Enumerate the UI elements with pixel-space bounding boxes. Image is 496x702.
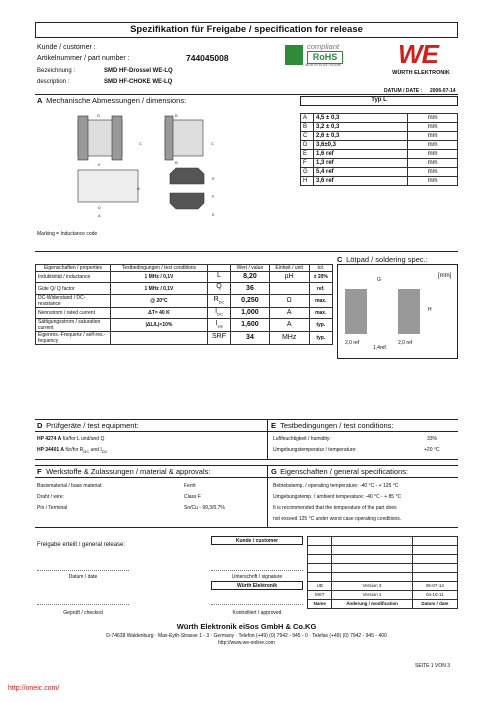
column-header (207, 265, 230, 272)
marking-note: Marking = Inductance code (37, 231, 98, 237)
equipment-2-mid: und I (89, 447, 102, 453)
ambient-temperature: Umgebungstemp. / ambient temperature: -40 °C - + 85 °C (273, 494, 402, 500)
empty-cell (308, 555, 332, 564)
signature-line (211, 604, 303, 605)
empty-cell (308, 546, 332, 555)
wire-value: Class F (184, 494, 201, 500)
dimension-row (301, 114, 458, 123)
divider (35, 465, 458, 466)
rohs-sub: WÜRTH ELEKTRONIK (305, 63, 342, 67)
version-row-blank (308, 546, 458, 555)
symbol (207, 307, 230, 318)
dimension-key: G (301, 168, 314, 177)
dim-label-k: K (98, 162, 101, 167)
typ-header: Typ L (371, 97, 387, 103)
empty-cell (332, 546, 412, 555)
dimension-unit: mm (408, 159, 458, 168)
section-f-heading (37, 467, 210, 476)
version-row-blank (308, 537, 458, 546)
column-divider (267, 465, 268, 528)
symbol-main: R (213, 295, 219, 303)
equipment-1-model: HP 4274 A (37, 436, 62, 442)
dimension-row (301, 141, 458, 150)
source-link[interactable]: http://oneic.com/ (8, 685, 60, 692)
base-material-label: Basismaterial / base material: (37, 483, 103, 489)
version-table (307, 536, 458, 609)
datum-value: 2006-07-14 (430, 88, 456, 94)
column-header: tol. (309, 265, 332, 272)
approved-label: Kontrolliert / approved (232, 610, 282, 616)
symbol-sub: DC (218, 298, 225, 304)
value: 1,600 (231, 319, 270, 332)
empty-cell (412, 564, 457, 573)
section-e-letter: E (271, 421, 277, 430)
value: 0,250 (231, 294, 270, 307)
section-a-letter: A (37, 96, 43, 105)
unit: A (269, 307, 309, 318)
test-condition (111, 332, 208, 345)
version-date: 04-10-11 (412, 591, 457, 600)
section-d-heading (37, 421, 139, 430)
customer-header: Kunde / customer (235, 538, 279, 544)
symbol (207, 332, 230, 345)
page-title: Spezifikation für Freigabe / specification for release (130, 24, 363, 35)
tolerance: max. (309, 294, 332, 307)
symbol-sub: DC (217, 311, 223, 317)
dimension-key: H (301, 177, 314, 186)
rohs-compliant: compliant (307, 42, 340, 51)
dimension-unit: mm (408, 141, 458, 150)
date-label-1: Datum / date (68, 574, 98, 580)
dimension-row (301, 132, 458, 141)
dim-label-f: F (212, 194, 215, 199)
symbol-main: L (217, 272, 221, 279)
dimension-unit: mm (408, 123, 458, 132)
test-condition: @ 20°C (111, 294, 208, 307)
dim-label-b3: B (137, 186, 140, 191)
general-release-label: Freigabe erteilt / general release: (37, 542, 126, 548)
symbol (207, 283, 230, 294)
symbol (207, 272, 230, 283)
terminal-label: Pin / Terminal (37, 505, 68, 511)
version-column-header: Name (308, 600, 332, 609)
symbol-sub: sat (217, 323, 223, 329)
column-header: Einheit / unit (269, 265, 309, 272)
version-row-blank (308, 573, 458, 582)
section-g-title: Eigenschaften / general specifications: (280, 467, 409, 476)
section-d-letter: D (37, 421, 43, 430)
divider (35, 419, 458, 420)
base-material-value: Ferrit (184, 483, 196, 489)
column-header: Testbedingungen / test conditions (111, 265, 208, 272)
column-header: Eigenschaften / properties (36, 265, 111, 272)
tolerance: typ. (309, 319, 332, 332)
bezeichnung-value: SMD HF-Drossel WE-LQ (104, 68, 173, 74)
dimension-row (301, 177, 458, 186)
section-c-letter: C (337, 255, 343, 264)
section-f-letter: F (37, 467, 42, 476)
rohs-check-icon (285, 45, 303, 65)
equipment-2-model: HP 34401 A (37, 447, 64, 453)
value: 8,20 (231, 272, 270, 283)
section-f-title: Werkstoffe & Zulassungen / material & approvals: (46, 467, 211, 476)
temperature-note-1: It is recommended that the temperature of the part does (273, 505, 397, 511)
divider (35, 527, 458, 528)
humidity-label: Luftfeuchtigkeit / humidity: (273, 436, 331, 442)
symbol (207, 319, 230, 332)
dimension-key: B (301, 123, 314, 132)
version-header-row (308, 600, 458, 609)
section-c-title: Lötpad / soldering spec.: (346, 255, 428, 264)
section-e-heading (271, 421, 394, 430)
divider (35, 251, 458, 252)
dimension-value: 3,6 ref (314, 177, 408, 186)
signature-line (37, 570, 129, 571)
section-e-title: Testbedingungen / test conditions: (280, 421, 394, 430)
property-row (36, 283, 333, 294)
company-logo-text: WÜRTH ELEKTRONIK (392, 70, 450, 76)
footer-company: Würth Elektronik eiSos GmbH & Co.KG (176, 622, 317, 631)
terminal-value: Sn/Cu - 99,3/0,7% (184, 505, 225, 511)
symbol-main: SRF (212, 332, 226, 340)
section-d-title: Prüfgeräte / test equipment: (46, 421, 139, 430)
tolerance: typ. (309, 332, 332, 345)
unit: µH (269, 272, 309, 283)
version-date: 06-07-14 (412, 582, 457, 591)
property-row (36, 272, 333, 283)
customer-label: Kunde / customer : (37, 44, 96, 51)
divider (35, 477, 458, 478)
dim-label-c: C (139, 141, 142, 146)
dimension-row (301, 150, 458, 159)
dimension-value: 5,4 ref (314, 168, 408, 177)
unit: A (269, 319, 309, 332)
tolerance: max. (309, 307, 332, 318)
dimension-key: D (301, 141, 314, 150)
pad-right-label: 2,0 ref (398, 340, 413, 346)
dimension-value: 3,2 ± 0,3 (314, 123, 408, 132)
signature-line (211, 570, 303, 571)
pad-left-label: 2,0 ref (345, 340, 360, 346)
version-column-header: Änderung / modification (332, 600, 412, 609)
properties-table (35, 264, 333, 345)
dimension-unit: mm (408, 168, 458, 177)
property-row (36, 307, 333, 318)
dimension-unit: mm (408, 177, 458, 186)
test-condition: ΔT= 40 K (111, 307, 208, 318)
dimension-key: E (301, 150, 314, 159)
pad-gap-label: 1,4ref. (373, 345, 388, 351)
solder-pad-right (398, 289, 420, 334)
rohs-logo (283, 42, 375, 69)
column-divider (267, 419, 268, 459)
empty-cell (332, 555, 412, 564)
temperature-note-2: not exceed 125 °C under worst case operating conditions. (273, 516, 402, 522)
section-g-heading (271, 467, 408, 476)
divider (35, 94, 458, 95)
pad-h-label: H (428, 307, 432, 313)
empty-cell (412, 573, 457, 582)
page-number: SEITE 1 VON 3 (415, 663, 451, 669)
property-name: Nennstrom / rated current (36, 307, 111, 318)
empty-cell (412, 546, 457, 555)
divider (35, 431, 458, 432)
wire-label: Draht / wire: (37, 494, 64, 500)
value: 34 (231, 332, 270, 345)
checked-label: Geprüft / checked (63, 610, 103, 616)
footer-address: D-74638 Waldenburg · Max-Eyth-Strasse 1 - 3 · Germany · Telefon (+49) (0) 7942 - 945 - 0 · Telefax (+49) (0) 7942 - 945 - 400 (106, 633, 387, 639)
datum-label: DATUM / DATE : (384, 88, 423, 94)
property-name: Güte Q/ Q factor (36, 283, 111, 294)
tolerance: ± 20% (309, 272, 332, 283)
unit: Ω (269, 294, 309, 307)
description-label: description : (37, 79, 70, 85)
description-value: SMD HF-CHOKE WE-LQ (104, 79, 173, 85)
section-a-title: Mechanische Abmessungen / dimensions: (46, 96, 187, 105)
equipment-2-text: für/for R (63, 447, 84, 453)
wuerth-header: Würth Elektronik (236, 583, 277, 589)
empty-cell (308, 564, 332, 573)
dimension-unit: mm (408, 114, 458, 123)
version-row-blank (308, 564, 458, 573)
test-condition: 1 MHz / 0,1V (111, 283, 208, 294)
rohs-box: RoHS (307, 51, 343, 64)
equipment-line-1 (37, 436, 104, 442)
unit: MHz (269, 332, 309, 345)
dimension-value: 2,6 ± 0,3 (314, 132, 408, 141)
tolerance: ref. (309, 283, 332, 294)
dimension-table (300, 113, 458, 186)
equipment-line-2 (37, 447, 108, 455)
temperature-value: +20 °C (424, 447, 440, 453)
humidity-value: 33% (427, 436, 438, 442)
value: 1,000 (231, 307, 270, 318)
dimension-key: C (301, 132, 314, 141)
empty-cell (332, 537, 412, 546)
operating-temperature: Betriebstemp. / operating temperature: -40 °C - + 125 °C (273, 483, 399, 489)
symbol (207, 294, 230, 307)
temperature-label: Umgebungstemperatur / temperature: (273, 447, 357, 453)
dim-label-b2: B (175, 160, 178, 165)
symbol-main: I (215, 319, 218, 327)
bezeichnung-label: Bezeichnung : (37, 68, 76, 74)
dim-label-e2: E (212, 212, 215, 217)
dimension-unit: mm (408, 132, 458, 141)
dimension-value: 1,6 ref (314, 150, 408, 159)
section-c-heading (337, 255, 428, 264)
equipment-1-text: für/for L und/and Q (61, 436, 105, 442)
version-row (308, 582, 458, 591)
value: 36 (231, 283, 270, 294)
test-condition: 1 MHz / 0,1V (111, 272, 208, 283)
property-row (36, 319, 333, 332)
property-name: Eigenres.-Frequenz / self-res.-fequency (36, 332, 111, 345)
dim-label-c2: C (211, 141, 214, 146)
dim-label-e: E (212, 176, 215, 181)
version-name: UB (308, 582, 332, 591)
empty-cell (332, 564, 412, 573)
version-row (308, 591, 458, 600)
divider (35, 459, 458, 460)
dimension-key: F (301, 159, 314, 168)
dim-label-a: A (98, 213, 101, 218)
part-number-label: Artikelnummer / part number : (37, 55, 130, 62)
dimension-value: 3,6±0,3 (314, 141, 408, 150)
signature-line (37, 604, 129, 605)
signature-label: Unterschrift / signature (231, 574, 283, 580)
footer-url: http://www.we-online.com (218, 640, 275, 646)
we-logo: WE (398, 39, 438, 69)
equipment-2-sub2: DC (101, 449, 108, 454)
property-name: Sättigungsstrom / saturation current (36, 319, 111, 332)
equipment-2-sub1: DC (83, 449, 90, 454)
solder-pad-left (345, 289, 367, 334)
test-condition: |ΔL/L|<10% (111, 319, 208, 332)
unit-label: [mm] (438, 273, 452, 279)
pad-g-label: G (377, 277, 381, 283)
version-column-header: Datum / date (412, 600, 457, 609)
dimension-key: A (301, 114, 314, 123)
symbol-main: I (215, 307, 218, 315)
empty-cell (308, 537, 332, 546)
dim-label-b: B (175, 113, 178, 118)
version-row-blank (308, 555, 458, 564)
version-change: Version 1 (332, 591, 412, 600)
version-change: Version 3 (332, 582, 412, 591)
unit (269, 283, 309, 294)
empty-cell (332, 573, 412, 582)
property-name: Induktivität / inductance (36, 272, 111, 283)
empty-cell (412, 537, 457, 546)
property-row (36, 294, 333, 307)
dim-label-d2: D (98, 205, 101, 210)
part-number-value: 744045008 (186, 53, 229, 63)
version-name: MST (308, 591, 332, 600)
symbol-main: Q (216, 283, 222, 291)
dim-label-d: D (97, 113, 100, 118)
empty-cell (412, 555, 457, 564)
section-g-letter: G (271, 467, 277, 476)
empty-cell (308, 573, 332, 582)
property-row (36, 332, 333, 345)
dimension-row (301, 168, 458, 177)
dimension-unit: mm (408, 150, 458, 159)
column-header: Wert / value (231, 265, 270, 272)
dimension-value: 1,3 ref (314, 159, 408, 168)
dimension-row (301, 159, 458, 168)
section-a-heading (37, 96, 186, 105)
dimension-row (301, 123, 458, 132)
property-name: DC-Widerstand / DC-resistance (36, 294, 111, 307)
dimension-value: 4,5 ± 0,3 (314, 114, 408, 123)
